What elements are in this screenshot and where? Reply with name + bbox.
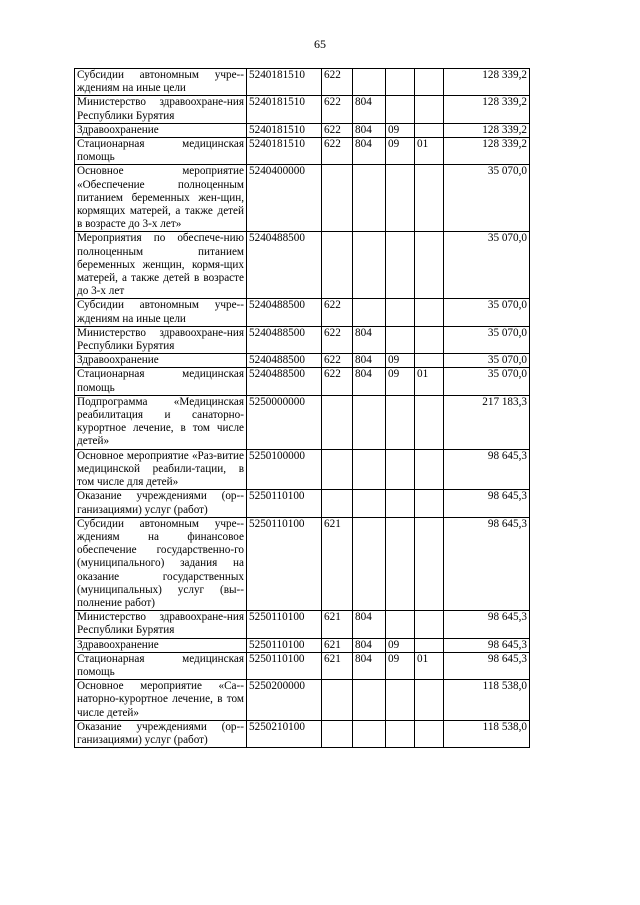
- section-code: [386, 720, 415, 747]
- ministry-code: 804: [353, 368, 386, 395]
- table-row: [75, 680, 530, 721]
- amount: 128 339,2: [444, 123, 530, 137]
- section-code: [386, 232, 415, 299]
- table-row: [75, 611, 530, 638]
- table-row: [75, 165, 530, 232]
- expense-type-code: 622: [322, 123, 353, 137]
- table-row: [75, 490, 530, 517]
- target-article-code: 5250110100: [247, 638, 322, 652]
- expense-type-code: 621: [322, 652, 353, 679]
- table-row: [75, 299, 530, 326]
- subsection-code: [415, 232, 444, 299]
- section-code: [386, 96, 415, 123]
- table-row: [75, 449, 530, 490]
- expense-type-code: 621: [322, 611, 353, 638]
- table-row: [75, 69, 530, 96]
- subsection-code: [415, 165, 444, 232]
- expense-type-code: 621: [322, 638, 353, 652]
- amount: 98 645,3: [444, 449, 530, 490]
- ministry-code: 804: [353, 123, 386, 137]
- target-article-code: 5250200000: [247, 680, 322, 721]
- subsection-code: [415, 395, 444, 449]
- ministry-code: [353, 449, 386, 490]
- section-code: [386, 680, 415, 721]
- section-code: [386, 517, 415, 610]
- expense-type-code: 622: [322, 299, 353, 326]
- subsection-code: [415, 69, 444, 96]
- expense-type-code: 622: [322, 138, 353, 165]
- target-article-code: 5250100000: [247, 449, 322, 490]
- ministry-code: [353, 232, 386, 299]
- target-article-code: 5240488500: [247, 354, 322, 368]
- section-code: [386, 490, 415, 517]
- section-code: [386, 69, 415, 96]
- table-row: [75, 395, 530, 449]
- expense-type-code: [322, 165, 353, 232]
- expense-type-code: 622: [322, 368, 353, 395]
- expense-type-code: [322, 232, 353, 299]
- ministry-code: 804: [353, 326, 386, 353]
- amount: 118 538,0: [444, 680, 530, 721]
- item-name: Министерство здравоохране-ния Республики Бурятия: [75, 611, 247, 638]
- ministry-code: 804: [353, 96, 386, 123]
- target-article-code: 5250110100: [247, 517, 322, 610]
- subsection-code: 01: [415, 368, 444, 395]
- target-article-code: 5240181510: [247, 123, 322, 137]
- section-code: [386, 449, 415, 490]
- budget-table: [74, 68, 530, 748]
- amount: 98 645,3: [444, 611, 530, 638]
- target-article-code: 5240181510: [247, 69, 322, 96]
- subsection-code: [415, 96, 444, 123]
- table-row: [75, 720, 530, 747]
- amount: 35 070,0: [444, 354, 530, 368]
- page-number: 65: [314, 37, 326, 51]
- amount: 128 339,2: [444, 138, 530, 165]
- item-name: Субсидии автономным учре-ждениям на финансовое обеспечение государственно-го (муниципального) задания на оказание государственных (муниципальных) услуг (вы-полнение работ): [75, 517, 247, 610]
- amount: 128 339,2: [444, 96, 530, 123]
- expense-type-code: [322, 490, 353, 517]
- section-code: 09: [386, 138, 415, 165]
- table-row: [75, 368, 530, 395]
- table-row: [75, 232, 530, 299]
- ministry-code: [353, 69, 386, 96]
- amount: 98 645,3: [444, 652, 530, 679]
- item-name: Субсидии автономным учре-ждениям на иные цели: [75, 299, 247, 326]
- table-row: [75, 138, 530, 165]
- target-article-code: 5250210100: [247, 720, 322, 747]
- amount: 35 070,0: [444, 232, 530, 299]
- amount: 98 645,3: [444, 638, 530, 652]
- section-code: [386, 299, 415, 326]
- target-article-code: 5240488500: [247, 232, 322, 299]
- item-name: Здравоохранение: [75, 123, 247, 137]
- expense-type-code: 622: [322, 96, 353, 123]
- table-row: [75, 517, 530, 610]
- subsection-code: [415, 326, 444, 353]
- subsection-code: [415, 720, 444, 747]
- expense-type-code: 622: [322, 69, 353, 96]
- expense-type-code: 621: [322, 517, 353, 610]
- target-article-code: 5240488500: [247, 299, 322, 326]
- target-article-code: 5240488500: [247, 326, 322, 353]
- expense-type-code: [322, 449, 353, 490]
- table-row: [75, 638, 530, 652]
- subsection-code: 01: [415, 138, 444, 165]
- section-code: [386, 395, 415, 449]
- target-article-code: 5240488500: [247, 368, 322, 395]
- ministry-code: 804: [353, 138, 386, 165]
- subsection-code: [415, 638, 444, 652]
- ministry-code: [353, 517, 386, 610]
- section-code: 09: [386, 354, 415, 368]
- subsection-code: [415, 123, 444, 137]
- section-code: [386, 611, 415, 638]
- item-name: Подпрограмма «Медицинская реабилитация и санаторно-курортное лечение, в том числе детей»: [75, 395, 247, 449]
- item-name: Основное мероприятие «Раз-витие медицинской реабили-тации, в том числе для детей»: [75, 449, 247, 490]
- item-name: Основное мероприятие «Обеспечение полноценным питанием беременных жен-щин, кормящих матерей, а также детей в возрасте до 3-х лет»: [75, 165, 247, 232]
- ministry-code: [353, 165, 386, 232]
- ministry-code: 804: [353, 652, 386, 679]
- target-article-code: 5250110100: [247, 611, 322, 638]
- item-name: Здравоохранение: [75, 354, 247, 368]
- ministry-code: 804: [353, 638, 386, 652]
- target-article-code: 5250000000: [247, 395, 322, 449]
- table-row: [75, 354, 530, 368]
- amount: 118 538,0: [444, 720, 530, 747]
- amount: 35 070,0: [444, 165, 530, 232]
- section-code: [386, 326, 415, 353]
- section-code: 09: [386, 123, 415, 137]
- table-row: [75, 326, 530, 353]
- subsection-code: [415, 517, 444, 610]
- ministry-code: [353, 720, 386, 747]
- subsection-code: [415, 354, 444, 368]
- expense-type-code: [322, 395, 353, 449]
- subsection-code: [415, 680, 444, 721]
- ministry-code: [353, 680, 386, 721]
- section-code: 09: [386, 638, 415, 652]
- amount: 98 645,3: [444, 490, 530, 517]
- ministry-code: [353, 395, 386, 449]
- item-name: Субсидии автономным учре-ждениям на иные цели: [75, 69, 247, 96]
- expense-type-code: 622: [322, 354, 353, 368]
- ministry-code: [353, 299, 386, 326]
- target-article-code: 5240181510: [247, 138, 322, 165]
- item-name: Министерство здравоохране-ния Республики Бурятия: [75, 326, 247, 353]
- ministry-code: 804: [353, 611, 386, 638]
- expense-type-code: [322, 720, 353, 747]
- amount: 128 339,2: [444, 69, 530, 96]
- item-name: Стационарная медицинская помощь: [75, 368, 247, 395]
- amount: 35 070,0: [444, 299, 530, 326]
- section-code: 09: [386, 368, 415, 395]
- item-name: Мероприятия по обеспече-нию полноценным питанием беременных женщин, кормя-щих матерей, а также детей в возрасте до 3-х лет: [75, 232, 247, 299]
- item-name: Оказание учреждениями (ор-ганизациями) услуг (работ): [75, 490, 247, 517]
- table-row: [75, 652, 530, 679]
- item-name: Стационарная медицинская помощь: [75, 138, 247, 165]
- section-code: [386, 165, 415, 232]
- amount: 217 183,3: [444, 395, 530, 449]
- subsection-code: [415, 299, 444, 326]
- expense-type-code: [322, 680, 353, 721]
- item-name: Основное мероприятие «Са-наторно-курортное лечение, в том числе детей»: [75, 680, 247, 721]
- ministry-code: 804: [353, 354, 386, 368]
- target-article-code: 5250110100: [247, 652, 322, 679]
- section-code: 09: [386, 652, 415, 679]
- amount: 98 645,3: [444, 517, 530, 610]
- table-row: [75, 96, 530, 123]
- amount: 35 070,0: [444, 326, 530, 353]
- item-name: Оказание учреждениями (ор-ганизациями) услуг (работ): [75, 720, 247, 747]
- item-name: Министерство здравоохране-ния Республики Бурятия: [75, 96, 247, 123]
- ministry-code: [353, 490, 386, 517]
- target-article-code: 5250110100: [247, 490, 322, 517]
- expense-type-code: 622: [322, 326, 353, 353]
- item-name: Здравоохранение: [75, 638, 247, 652]
- subsection-code: [415, 611, 444, 638]
- subsection-code: [415, 490, 444, 517]
- subsection-code: 01: [415, 652, 444, 679]
- amount: 35 070,0: [444, 368, 530, 395]
- target-article-code: 5240400000: [247, 165, 322, 232]
- subsection-code: [415, 449, 444, 490]
- table-row: [75, 123, 530, 137]
- item-name: Стационарная медицинская помощь: [75, 652, 247, 679]
- target-article-code: 5240181510: [247, 96, 322, 123]
